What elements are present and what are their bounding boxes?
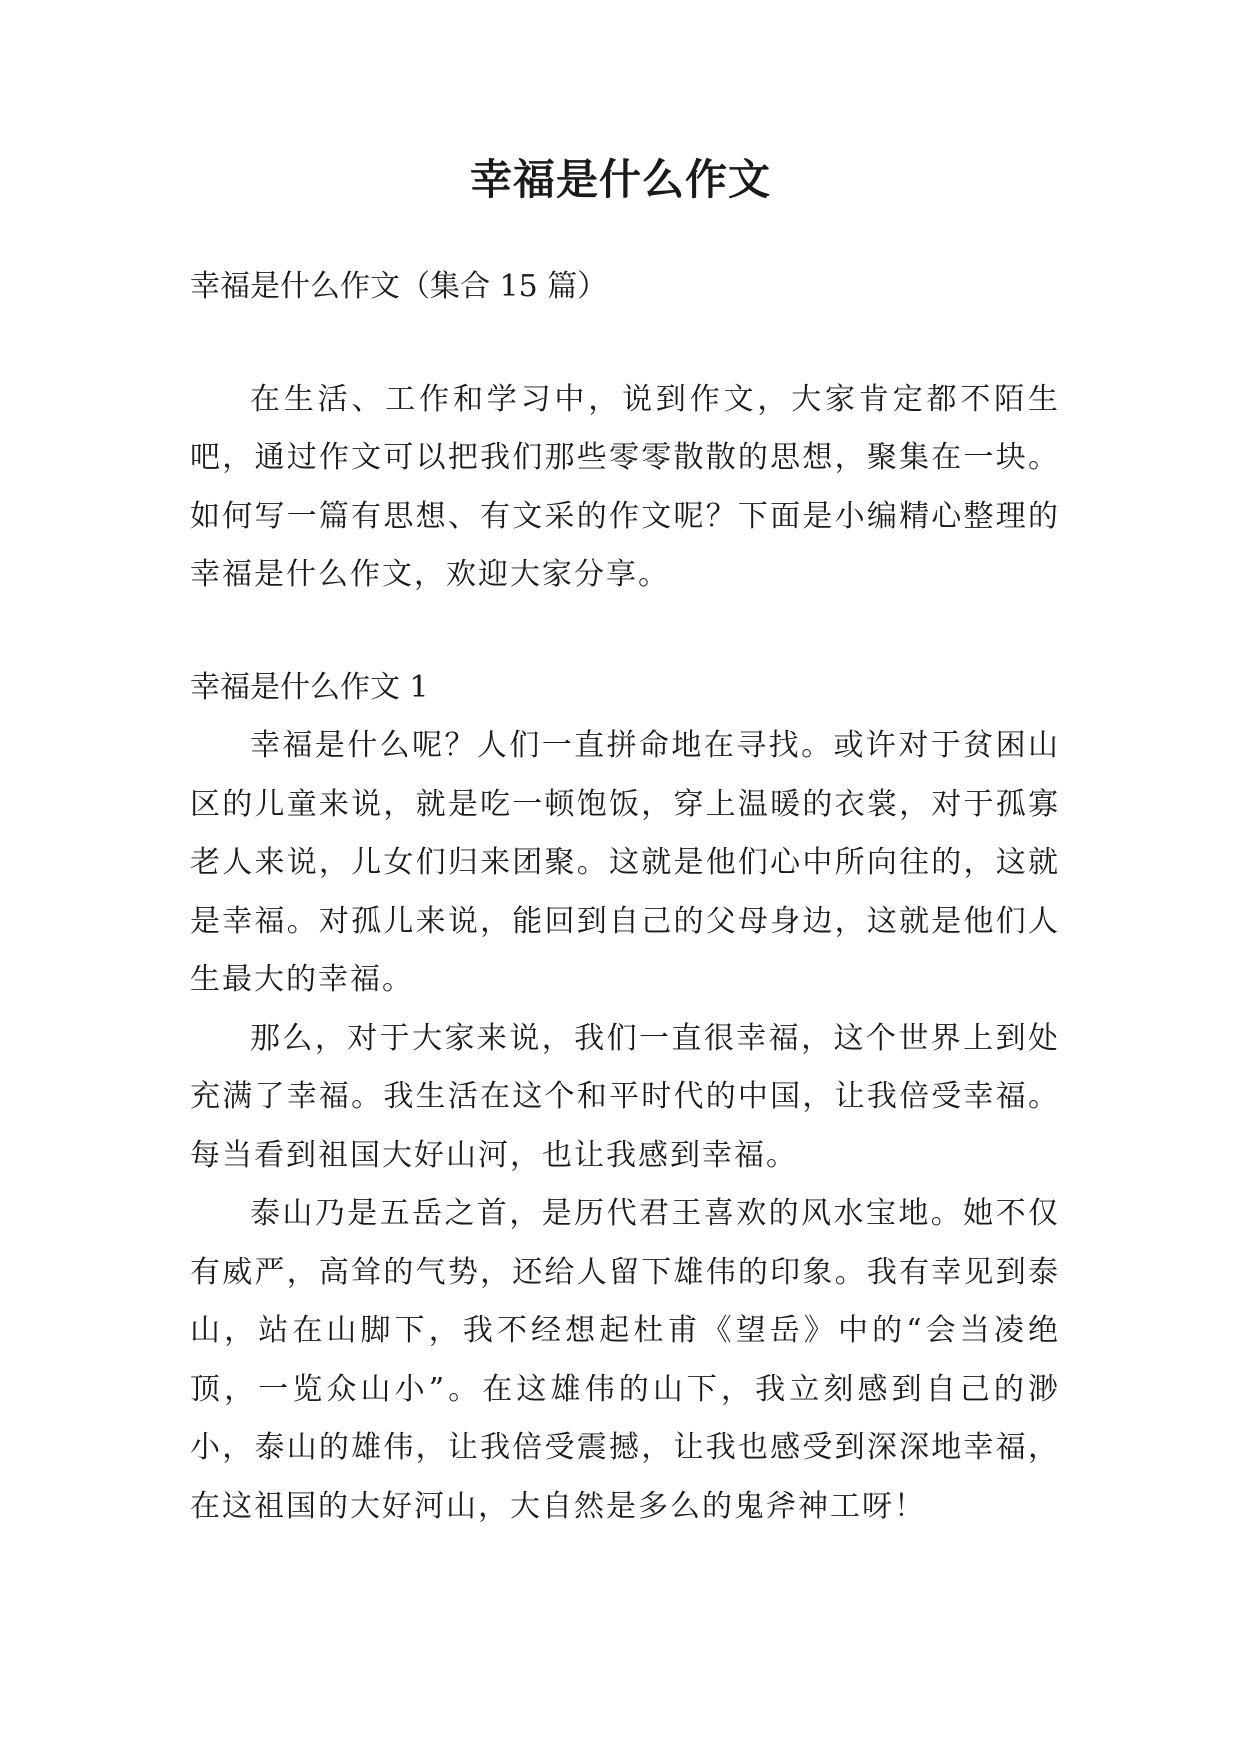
section-heading: 幸福是什么作文 1 <box>190 669 429 705</box>
document-body <box>190 258 1060 1536</box>
body-paragraph-2: 那么，对于大家来说，我们一直很幸福，这个世界上到处充满了幸福。我生活在这个和平时代的中国，让我倍受幸福。每当看到祖国大好山河，也让我感到幸福。 <box>190 1020 1060 1173</box>
intro-paragraph: 在生活、工作和学习中，说到作文，大家肯定都不陌生吧，通过作文可以把我们那些零零散散的思想，聚集在一块。如何写一篇有思想、有文采的作文呢？下面是小编精心整理的幸福是什么作文，欢迎大家分享。 <box>190 381 1060 592</box>
document-title: 幸福是什么作文 <box>469 155 771 204</box>
body-paragraph-1: 幸福是什么呢？人们一直拼命地在寻找。或许对于贫困山区的儿童来说，就是吃一顿饱饭，穿上温暖的衣裳，对于孤寡老人来说，儿女们归来团聚。这就是他们心中所向往的，这就是幸福。对孤儿来说，能回到自己的父母身边，这就是他们人生最大的幸福。 <box>190 728 1060 997</box>
body-paragraph-3: 泰山乃是五岳之首，是历代君王喜欢的风水宝地。她不仅有威严，高耸的气势，还给人留下雄伟的印象。我有幸见到泰山，站在山脚下，我不经想起杜甫《望岳》中的“会当凌绝顶，一览众山小”。在这雄伟的山下，我立刻感到自己的渺小，泰山的雄伟，让我倍受震撼，让我也感受到深深地幸福，在这祖国的大好河山，大自然是多么的鬼斧神工呀！ <box>190 1196 1060 1524</box>
document-subtitle: 幸福是什么作文（集合 15 篇） <box>190 269 608 304</box>
